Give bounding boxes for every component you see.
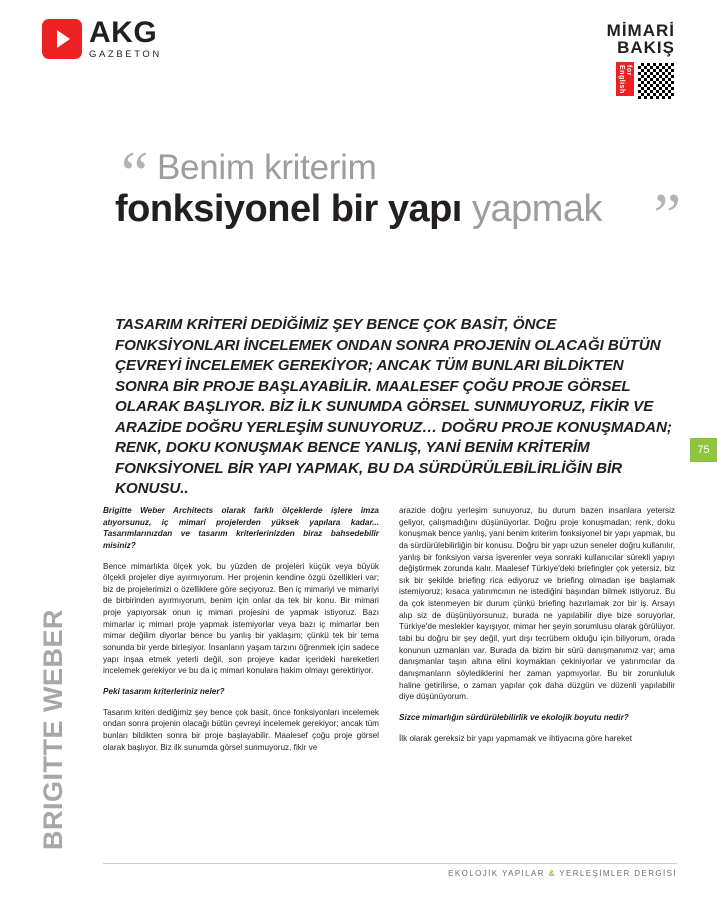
title-line-1: Benim kriterim [157,148,377,187]
magazine-title-line1: MİMARİ [606,21,675,40]
magazine-title [607,22,675,57]
body-column-right [399,505,675,753]
footer-ampersand: & [548,869,556,878]
qr-block [616,62,675,100]
title-line-2-bold: fonksiyonel bir yapı [115,187,462,230]
for-english-label: for English [616,62,634,96]
quote-open-mark: “ [121,140,149,208]
page-footer [103,863,677,878]
akg-logo [42,18,162,60]
interview-answer: İlk olarak gereksiz bir yapı yapmamak ve ihtiyacına göre hareket [399,733,632,743]
interview-question: Brigitte Weber Architects olarak farklı ölçeklerde işlere imza atıyorsunuz, iç mimari projelerden yüksek yapılara kadar... Tasarımlarınızdan ve tasarım kriterlerinizden biraz bahsedebilir misiniz? [103,506,379,550]
qr-code-icon[interactable] [637,62,675,100]
logo-subbrand: GAZBETON [89,49,162,60]
page-header [0,0,717,120]
logo-brand: AKG [89,16,158,49]
lead-paragraph: TASARIM KRİTERİ DEDİĞİMİZ ŞEY BENCE ÇOK BASİT, ÖNCE FONKSİYONLARI İNCELEMEK ONDAN SONRA PROJENİN OLACAĞI BÜTÜN ÇEVREYİ İNCELEMEK GEREKİYOR; ANCAK TÜM BUNLARI BİLDİKTEN SONRA BİR PROJE BAŞLAYABİLİR. MAALESEF ÇOĞU PROJE GÖRSEL OLARAK BAŞLIYOR. BİZ İLK SUNUMDA GÖRSEL SUNMUYORUZ, FİKİR VE ARAZİDE DOĞRU YERLEŞİM SUNUYORUZ… DOĞRU PROJE KONUŞMADAN; RENK, DOKU KONUŞMAK BENCE YANLIŞ, YANİ BENİM KRİTERİM FONKSİYONEL BİR YAPI YAPMAK, BU DA SÜRDÜRÜLEBİLİRLİĞİN BİR KONUSU.. [115,316,672,498]
page-number-badge: 75 [690,438,717,462]
title-line-2-soft: yapmak [471,187,602,230]
author-name-vertical: BRIGITTE WEBER [38,609,68,850]
logo-text [89,18,162,60]
interview-answer: arazide doğru yerleşim sunuyoruz, bu durum bazen insanlara yetersiz geliyor, çalışmadığını düşünüyorlar. Doğru proje konuşmadan; renk, doku konuşmak bence yanlış, yani benim kriterim fonksiyonel bir yapı yapmak, bu da sürdürülebilirliğin bir konusu. Doğru bir yapı uzun seneler doğru kullanılır, yanlış bir fonksiyon varsa işverenler veya sonraki kullanıcılar sürekli yapıyı değiştirmek zorunda kalır. Maalesef Türkiye'deki briefingler çok yetersiz, biz sık bir şekilde briefing rica ediyoruz ve briefing olmadan işe başlamak istemiyoruz; kısaca yatırımcının ne istediğini başından bilmek istiyoruz. Bu da çok istenmeyen bir durum çünkü briefing hazırlamak zor bir iş. Arsayı alıp siz de düşünüyorsunuz, burada ne yapılabilir diye bize soruyorlar, Türkiye'de meslekler kayışıyor, mimar her şeyin sorumlusu olarak görülüyor. tabi bu doğru bir şey değil, yurt dışı tecrübem olduğu için biliyorum, orada konunun uzmanları var. Burada da bizim bir sürü danışmanımız var; ama danışmanlar taşın altına elini koymaktan çekiniyorlar ve yatırımcılar da danışmanların söylediklerini her zaman yapmıyorlar. Bu bir zorunluluk haline getirilirse, o zaman yapılar çok daha düzgün ve düzenli yapılabilir diye düşünüyorum. [399,506,675,702]
play-triangle-icon [42,19,82,59]
pull-quote-title [115,140,681,250]
quote-close-mark: ” [653,182,681,250]
interview-question: Peki tasarım kriterleriniz neler? [103,686,225,696]
footer-text-before: EKOLOJİK YAPILAR [448,869,545,878]
interview-answer: Bence mimarlıkta ölçek yok, bu yüzden de projeleri küçük veya büyük ölçekli projeler diye ayırmıyorum. Her projenin kendine özgü özellikleri var; biz de projelerimizi o özelliklere göre seçiyoruz. Ben iç mimariyi ve mimariyi de birbirinden ayırmıyorum, benim için onlar da tek bir konu. Bir mimari proje yapıyorsak onun iç mimari projesini de yapmak istiyoruz. Bazı mimarlar iç mimari proje yapmak istemiyorlar veya bazı iç mimarlar ben mimar değilim diyorlar bence bu yanlış bir yaklaşım; çünkü tek bir tema sonunda bir yerde birleşiyor. İnsanların yaşam tarzını öğrenmek için sadece yapı inşaa etmek yeterli değil, son projeye kadar içerideki hareketleri incelemek gerekiyor ve bu da iç mimari konulara hakim olmayı gerektiriyor. [103,561,379,676]
interview-answer: Tasarım kriteri dediğimiz şey bence çok basit, önce fonksiyonları incelemek ondan sonra projenin olacağı bütün çevreyi incelemek gerekiyor; ancak tüm bunları bildikten sonra bir proje başlayabilir. Maalesef çoğu proje görsel olarak başlıyor. Biz ilk sunumda görsel sunmuyoruz, fikir ve [103,707,379,752]
title-line-2 [115,189,675,230]
interview-question: Sizce mimarlığın sürdürülebilirlik ve ekolojik boyutu nedir? [399,712,629,722]
body-column-left [103,505,379,762]
magazine-title-line2: BAKIŞ [617,38,675,58]
footer-text-after: YERLEŞİMLER DERGİSİ [559,869,677,878]
